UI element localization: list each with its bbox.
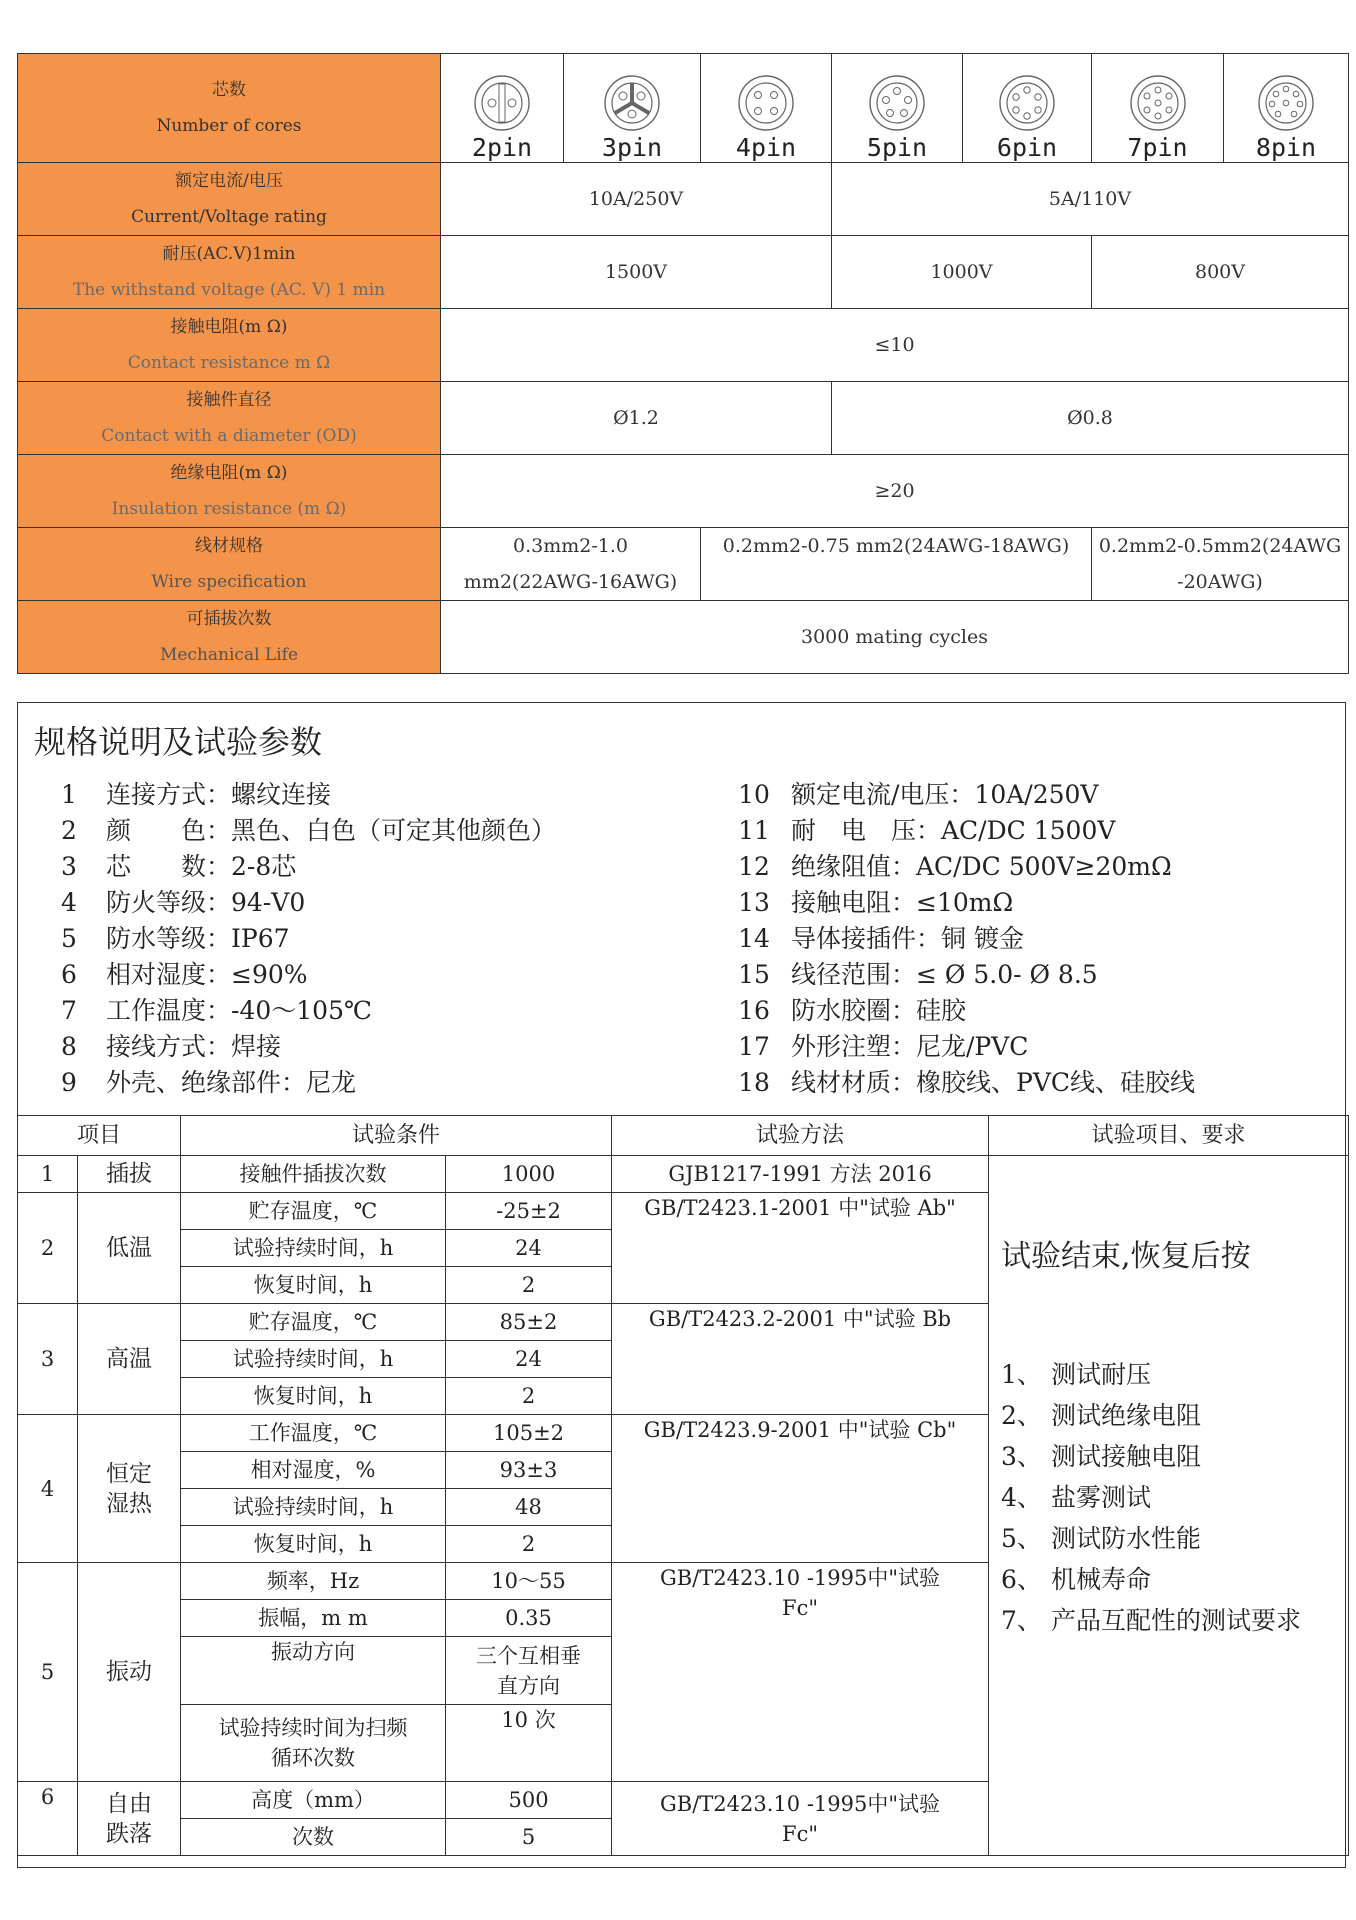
insulation-value: ≥20: [441, 455, 1349, 528]
pin-2-icon: [473, 74, 531, 132]
method: GB/T2423.10 -1995中"试验 Fc": [612, 1782, 989, 1856]
wire-value-3: 0.2mm2-0.5mm2(24AWG -20AWG): [1092, 528, 1349, 601]
current-voltage-row: [18, 163, 1349, 236]
condition-value: 5: [446, 1819, 612, 1856]
contact-diameter-value-2: Ø0.8: [832, 382, 1349, 455]
desc-item: 2 颜 色：黑色、白色（可定其他颜色）: [61, 816, 557, 845]
pin-7-icon: [1129, 74, 1187, 132]
condition: 振幅，m m: [181, 1600, 446, 1637]
method: GB/T2423.10 -1995中"试验 Fc": [612, 1563, 989, 1782]
condition-value: 2: [446, 1526, 612, 1563]
row-number: 5: [18, 1563, 78, 1782]
pin-4-icon: [737, 74, 795, 132]
desc-title: 规格说明及试验参数: [34, 723, 323, 761]
condition: 贮存温度，℃: [181, 1304, 446, 1341]
requirement-title: 试验结束,恢复后按: [1001, 1239, 1251, 1274]
wire-value-2: 0.2mm2-0.75 mm2(24AWG-18AWG): [701, 528, 1092, 601]
current-voltage-label: 额定电流/电压 Current/Voltage rating: [18, 163, 441, 236]
row-number: 4: [18, 1415, 78, 1563]
condition: 接触件插拔次数: [181, 1156, 446, 1193]
row-name: 插拔: [78, 1156, 181, 1193]
condition: 次数: [181, 1819, 446, 1856]
condition: 相对湿度，%: [181, 1452, 446, 1489]
cores-row: [18, 54, 1349, 163]
withstand-row: [18, 236, 1349, 309]
method: GB/T2423.1-2001 中"试验 Ab": [612, 1193, 989, 1304]
condition-value: 2: [446, 1267, 612, 1304]
condition-value: 24: [446, 1341, 612, 1378]
pin-3: 3pin: [564, 54, 701, 163]
condition-value: 105±2: [446, 1415, 612, 1452]
condition-value: 三个互相垂 直方向: [446, 1637, 612, 1705]
test-header-row: [18, 1116, 1349, 1156]
condition-value: 85±2: [446, 1304, 612, 1341]
row-name: 振动: [78, 1563, 181, 1782]
pin-5: 5pin: [832, 54, 963, 163]
pin-8: 8pin: [1224, 54, 1349, 163]
condition: 工作温度，℃: [181, 1415, 446, 1452]
condition-value: -25±2: [446, 1193, 612, 1230]
condition: 频率，Hz: [181, 1563, 446, 1600]
pin-5-icon: [868, 74, 926, 132]
cores-label: 芯数 Number of cores: [18, 54, 441, 163]
spec-table: [17, 53, 1349, 674]
contact-diameter-value-1: Ø1.2: [441, 382, 832, 455]
pin-2: 2pin: [441, 54, 564, 163]
contact-resistance-label: 接触电阻(m Ω) Contact resistance m Ω: [18, 309, 441, 382]
pin-3-icon: [603, 74, 661, 132]
withstand-label: 耐压(AC.V)1min The withstand voltage (AC. V) 1 min: [18, 236, 441, 309]
pin-8-icon: [1257, 74, 1315, 132]
list-item: 3、 测试接触电阻: [1001, 1442, 1202, 1471]
row-number: 3: [18, 1304, 78, 1415]
list-item: 5、 测试防水性能: [1001, 1524, 1202, 1553]
withstand-value-3: 800V: [1092, 236, 1349, 309]
condition: 恢复时间，h: [181, 1267, 446, 1304]
pin-4: 4pin: [701, 54, 832, 163]
row-number: 6: [18, 1782, 78, 1856]
desc-item: 4 防火等级：94-V0: [61, 888, 306, 917]
test-table: [17, 1115, 1349, 1856]
header-item: 项目: [18, 1116, 181, 1156]
condition: 试验持续时间，h: [181, 1489, 446, 1526]
wire-row: [18, 528, 1349, 601]
list-item: 4、 盐雾测试: [1001, 1483, 1152, 1512]
condition-value: 1000: [446, 1156, 612, 1193]
method: GB/T2423.2-2001 中"试验 Bb: [612, 1304, 989, 1415]
desc-item: 6 相对湿度：≤90%: [61, 960, 308, 989]
list-item: 1、 测试耐压: [1001, 1360, 1152, 1389]
desc-item: 10 额定电流/电压：10A/250V: [738, 780, 1099, 809]
wire-value-1: 0.3mm2-1.0 mm2(22AWG-16AWG): [441, 528, 701, 601]
condition: 贮存温度，℃: [181, 1193, 446, 1230]
desc-item: 1 连接方式：螺纹连接: [61, 780, 332, 809]
life-value: 3000 mating cycles: [441, 601, 1349, 674]
condition-value: 2: [446, 1378, 612, 1415]
desc-left-column: [48, 777, 556, 1101]
withstand-value-2: 1000V: [832, 236, 1092, 309]
table-row: [18, 1156, 1349, 1193]
row-name: 恒定 湿热: [78, 1415, 181, 1563]
current-voltage-value-2: 5A/110V: [832, 163, 1349, 236]
pin-7: 7pin: [1092, 54, 1224, 163]
condition-value: 10～55: [446, 1563, 612, 1600]
row-name: 低温: [78, 1193, 181, 1304]
requirement-list: [1001, 1354, 1348, 1641]
desc-right-column: [733, 777, 1195, 1101]
desc-item: 9 外壳、绝缘部件：尼龙: [61, 1068, 357, 1097]
withstand-value-1: 1500V: [441, 236, 832, 309]
list-item: 2、 测试绝缘电阻: [1001, 1401, 1202, 1430]
insulation-row: [18, 455, 1349, 528]
list-item: 7、 产品互配性的测试要求: [1001, 1606, 1302, 1635]
method: GJB1217-1991 方法 2016: [612, 1156, 989, 1193]
condition-value: 48: [446, 1489, 612, 1526]
condition: 试验持续时间，h: [181, 1341, 446, 1378]
condition-value: 0.35: [446, 1600, 612, 1637]
condition: 振动方向: [181, 1637, 446, 1705]
row-name: 高温: [78, 1304, 181, 1415]
condition: 高度（mm）: [181, 1782, 446, 1819]
condition: 试验持续时间为扫频 循环次数: [181, 1705, 446, 1782]
desc-item: 17 外形注塑：尼龙/PVC: [738, 1032, 1029, 1061]
condition-value: 93±3: [446, 1452, 612, 1489]
condition-value: 500: [446, 1782, 612, 1819]
header-requirement: 试验项目、要求: [989, 1116, 1349, 1156]
desc-item: 3 芯 数：2-8芯: [61, 852, 297, 881]
list-item: 6、 机械寿命: [1001, 1565, 1152, 1594]
header-condition: 试验条件: [181, 1116, 612, 1156]
contact-resistance-value: ≤10: [441, 309, 1349, 382]
desc-item: 12 绝缘阻值：AC/DC 500V≥20mΩ: [738, 852, 1172, 881]
row-number: 2: [18, 1193, 78, 1304]
method: GB/T2423.9-2001 中"试验 Cb": [612, 1415, 989, 1563]
pin-6: 6pin: [963, 54, 1092, 163]
pin-6-icon: [998, 74, 1056, 132]
desc-item: 7 工作温度：-40～105℃: [61, 996, 372, 1025]
condition: 试验持续时间，h: [181, 1230, 446, 1267]
contact-diameter-row: [18, 382, 1349, 455]
condition: 恢复时间，h: [181, 1526, 446, 1563]
desc-item: 16 防水胶圈：硅胶: [738, 996, 967, 1025]
life-row: [18, 601, 1349, 674]
condition: 恢复时间，h: [181, 1378, 446, 1415]
desc-item: 8 接线方式：焊接: [61, 1032, 282, 1061]
row-number: 1: [18, 1156, 78, 1193]
desc-item: 15 线径范围：≤ Ø 5.0- Ø 8.5: [738, 960, 1098, 989]
spec-description-box: [17, 702, 1346, 1868]
life-label: 可插拔次数 Mechanical Life: [18, 601, 441, 674]
current-voltage-value-1: 10A/250V: [441, 163, 832, 236]
insulation-label: 绝缘电阻(m Ω) Insulation resistance (m Ω): [18, 455, 441, 528]
desc-item: 13 接触电阻：≤10mΩ: [738, 888, 1014, 917]
row-name: 自由 跌落: [78, 1782, 181, 1856]
header-method: 试验方法: [612, 1116, 989, 1156]
condition-value: 24: [446, 1230, 612, 1267]
condition-value: 10 次: [446, 1705, 612, 1782]
contact-diameter-label: 接触件直径 Contact with a diameter (OD): [18, 382, 441, 455]
desc-item: 18 线材材质：橡胶线、PVC线、硅胶线: [738, 1068, 1196, 1097]
desc-item: 14 导体接插件：铜 镀金: [738, 924, 1024, 953]
contact-resistance-row: [18, 309, 1349, 382]
requirement-cell: [989, 1156, 1349, 1856]
desc-item: 5 防水等级：IP67: [61, 924, 290, 953]
wire-label: 线材规格 Wire specification: [18, 528, 441, 601]
desc-item: 11 耐 电 压：AC/DC 1500V: [738, 816, 1116, 845]
